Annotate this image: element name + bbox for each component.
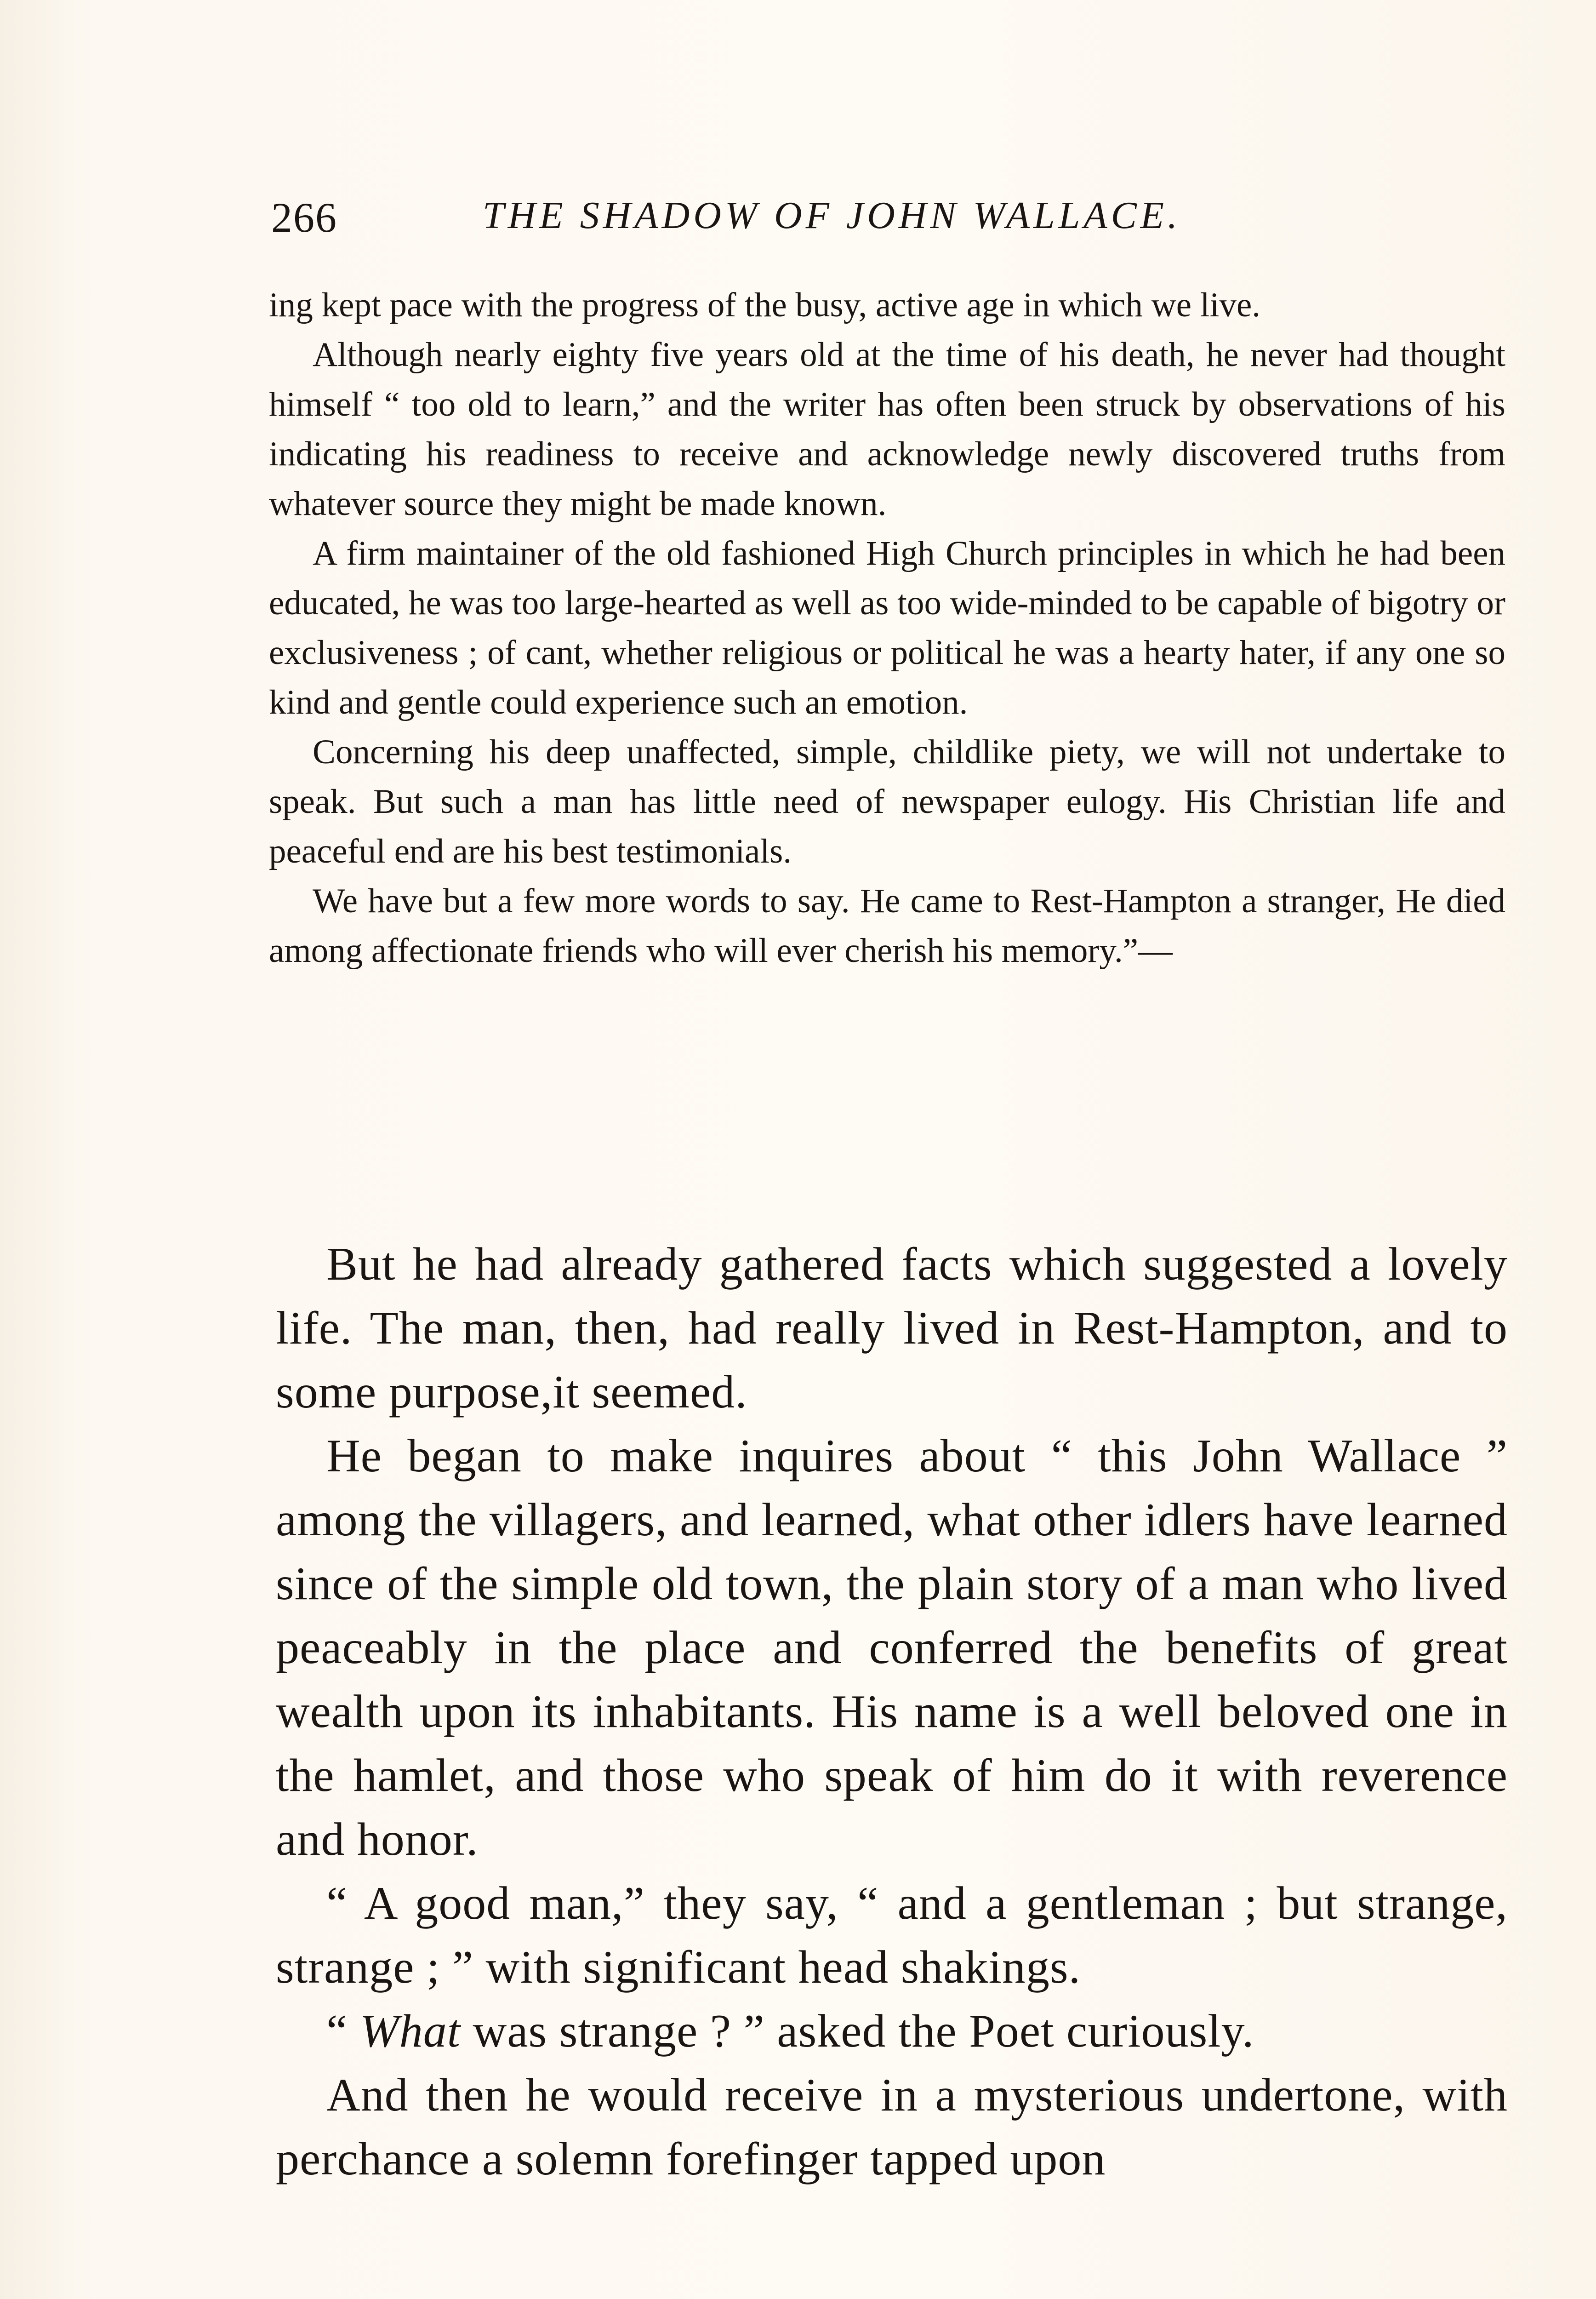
narrative-text — [276, 1232, 1508, 2191]
quote-paragraph: We have but a few more words to say. He came to Rest-Hampton a stranger, He died among affectionate friends who will ever cherish his memory.”— — [269, 882, 1505, 970]
page-number: 266 — [271, 194, 337, 241]
paragraph-rest: was strange ? ” asked the Poet curiously. — [461, 2005, 1254, 2057]
page-header — [271, 193, 1512, 257]
quote-paragraph: Concerning his deep unaffected, simple, childlike piety, we will not undertake to speak. But such a man has little need of newspaper eulogy. His Christian life and peaceful end are his best testimonials. — [269, 733, 1505, 870]
quote-paragraph: A firm maintainer of the old fashioned High Church principles in which he had been educated, he was too large-hearted as well as too wide-minded to be capable of bigotry or exclusiveness ; of cant, whether religious or political he was a hearty hater, if any one so kind and gentle could experience such an emotion. — [269, 534, 1505, 721]
narrative-paragraph: But he had already gathered facts which suggested a lovely life. The man, then, had really lived in Rest-Hampton, and to some purpose,it seemed. — [276, 1238, 1508, 1418]
open-quote: “ — [326, 2005, 360, 2057]
italic-word: What — [359, 2005, 461, 2057]
narrative-paragraph: “ A good man,” they say, “ and a gentleman ; but strange, strange ; ” with significant head shakings. — [276, 1877, 1508, 1993]
narrative-paragraph — [276, 1999, 1508, 2063]
quote-paragraph: Although nearly eighty five years old at the time of his death, he never had thought himself “ too old to learn,” and the writer has often been struck by observations of his indicating his readiness to receive and acknowledge newly discovered truths from whatever source they might be made known. — [269, 336, 1505, 523]
quote-paragraph: ing kept pace with the progress of the busy, active age in which we live. — [269, 286, 1260, 324]
running-head: THE SHADOW OF JOHN WALLACE. — [483, 194, 1181, 237]
narrative-paragraph: He began to make inquires about “ this John Wallace ” among the villagers, and learned, what other idlers have learned since of the simple old town, the plain story of a man who lived peaceably in the place and conferred the benefits of great wealth upon its inhabitants. His name is a well beloved one in the hamlet, and those who speak of him do it with reverence and honor. — [276, 1430, 1508, 1865]
obituary-quote — [269, 280, 1505, 976]
narrative-paragraph: And then he would receive in a mysterious undertone, with perchance a solemn forefinger tapped upon — [276, 2069, 1508, 2185]
